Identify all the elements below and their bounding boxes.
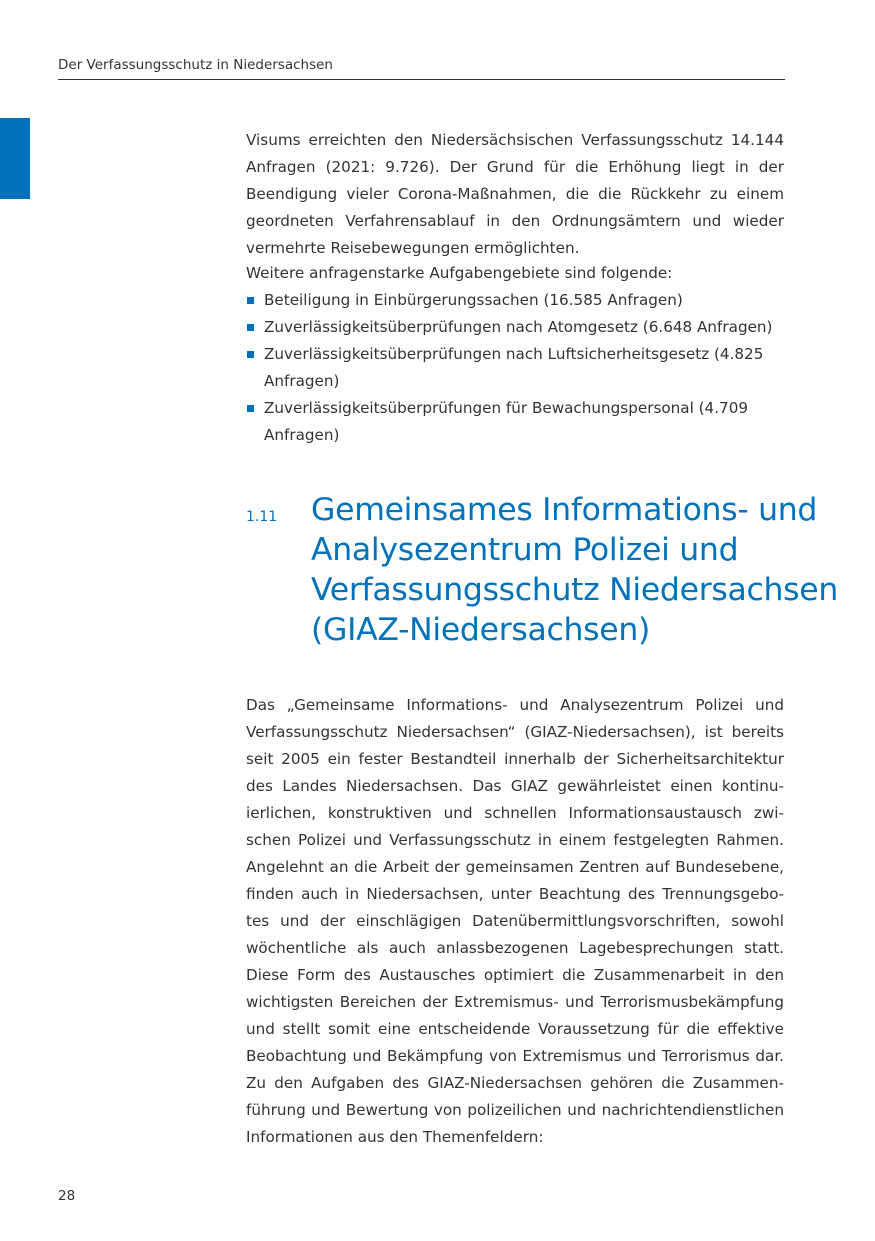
section-title [311,490,839,650]
list-item [246,341,791,395]
task-area-list [246,287,791,449]
giaz-paragraph: Das „Gemeinsame Informations- und Analysezentrum Polizei und Verfassungsschutz Niedersachsen“ (GIAZ-Niedersachsen), ist bereits seit 2005 ein fester Bestandteil innerhalb der Sicherheitsarchitektur des Landes Niedersachsen. Das GIAZ gewährleistet einen kontinuierlichen, konstruktiven und schnellen Informationsaustausch zwischen Polizei und Verfassungsschutz in einem festgelegten Rahmen. Angelehnt an die Arbeit der gemeinsamen Zentren auf Bundesebene, finden auch in Niedersachsen, unter Beachtung des Trennungsgebotes und der einschlägigen Datenübermittlungsvorschriften, sowohl wöchentliche als auch anlassbezogenen Lagebesprechungen statt. Diese Form des Austausches optimiert die Zusammenarbeit in den wichtigsten Bereichen der Extremismus- und Terrorismusbekämpfung und stellt somit eine entscheidende Voraussetzung für die effektive Beobachtung und Bekämpfung von Extremismus und Terrorismus dar. Zu den Aufgaben des GIAZ-Niedersachsen gehören die Zusammenführung und Bewertung von polizeilichen und nachrichtendienstlichen Informationen aus den Themenfeldern: [246,696,784,1146]
list-item-text: Zuverlässigkeitsüberprüfungen für Bewachungspersonal (4.709 Anfragen) [264,399,749,444]
page-number: 28 [58,1188,76,1204]
section-title-line: Gemeinsames Informations- und [311,492,818,528]
section-title-line: (GIAZ-Niedersachsen) [311,612,650,648]
section-title-line: Analysezentrum Polizei und [311,532,739,568]
list-item-text: Zuverlässigkeitsüberprüfungen nach Atomgesetz (6.648 Anfragen) [264,318,773,336]
square-bullet-icon [247,324,254,331]
list-item [246,395,791,449]
list-item [246,287,791,314]
chapter-marker-tab [0,118,30,199]
list-item-text: Beteiligung in Einbürgerungssachen (16.585 Anfragen) [264,291,683,309]
square-bullet-icon [247,405,254,412]
section-number: 1.11 [246,509,278,525]
square-bullet-icon [247,297,254,304]
list-item-text: Zuverlässigkeitsüberprüfungen nach Luftsicherheitsgesetz (4.825 Anfragen) [264,345,764,390]
visa-paragraph: Visums erreichten den Niedersächsischen Verfassungsschutz 14.144 Anfragen (2021: 9.726). Der Grund für die Erhöhung liegt in der Beendigung vieler Corona-Maßnahmen, die die Rückkehr zu einem geordneten Verfahrensablauf in den Ordnungsämtern und wieder vermehrte Reisebewegungen ermöglichten. [246,131,784,257]
section-title-line: Verfassungsschutz Niedersachsen [311,572,839,608]
square-bullet-icon [247,351,254,358]
list-item [246,314,791,341]
list-intro: Weitere anfragenstarke Aufgabengebiete sind folgende: [246,264,673,282]
header-divider [58,79,785,80]
running-header: Der Verfassungsschutz in Niedersachsen [58,57,333,73]
